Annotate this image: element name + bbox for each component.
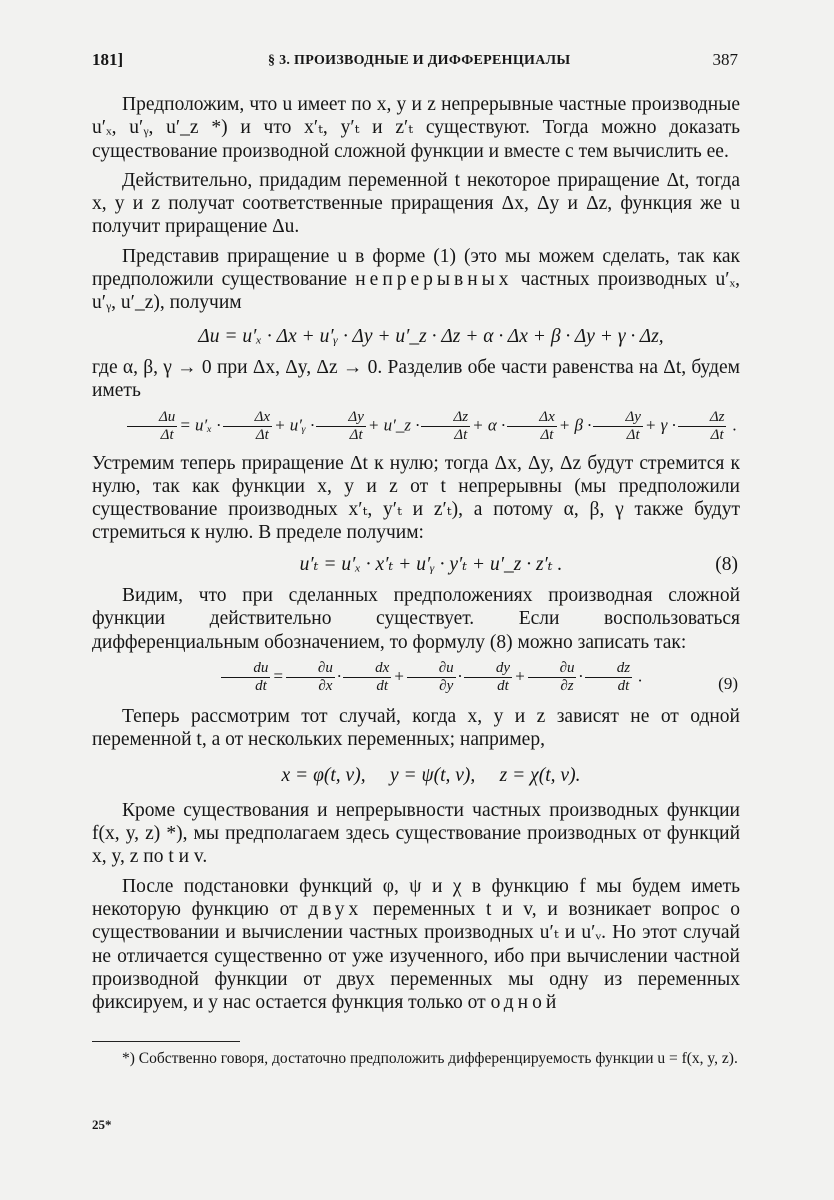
formula-8: u′ₜ = u′ₓ · x′ₜ + u′ᵧ · y′ₜ + u′_z · z′ₜ . (8) [299,553,738,575]
fraction: $\frac{dz}{dt}$ [585,660,632,695]
formula-divided: $\frac{\Delta u}{\Delta t}$ = u′ₓ · $\frac{\Delta x}{\Delta t}$ + u′ᵧ · $\frac{\Delta y}{\Delta t}$ + u′_z · $\frac{\Delta z}{\Delta t}$ + α · $\frac{\Delta x}{\Delta t}$ + β · $\frac{\Delta y}{\Delta t}$ + γ · $\frac{\Delta z}{\Delta t}$ . [92,409,740,444]
fraction: $\frac{\partial u}{\partial y}$ [407,660,456,695]
footnote [92,1049,740,1068]
fraction: $\frac{\Delta z}{\Delta t}$ [678,409,727,444]
fraction: $\frac{\Delta z}{\Delta t}$ [421,409,470,444]
main-text [92,93,740,1015]
fraction: $\frac{\Delta y}{\Delta t}$ [593,409,642,444]
paragraph: Действительно, придадим переменной t некоторое приращение Δt, тогда x, y и z получат соответственные приращения Δx, Δy и Δz, функция же u получит приращение Δu. [92,169,740,238]
paragraph: После подстановки функций φ, ψ и χ в функцию f мы будем иметь некоторую функцию от двух переменных t и v, и возникает вопрос о существовании и вычислении частных производных u′ₜ и u′ᵥ. Но этот случай не отличается существенно от уже изученного, ибо при вычислении частной производной функции от двух переменных мы одну из переменных фиксируем, и у нас остается функция только от одной [92,875,741,1014]
paragraph: Предположим, что u имеет по x, y и z непрерывные частные производные u′ₓ, u′ᵧ, u′_z *) и что x′ₜ, y′ₜ и z′ₜ существуют. Тогда можно доказать существование производной сложной функции и вместе с тем вычислить ее. [92,94,740,162]
signature-mark: 25* [92,1117,112,1132]
formula-substitution: x = φ(t, v), y = ψ(t, v), z = χ(t, v). [281,764,581,786]
header-section-marker: 181] [92,50,124,69]
paragraph: Кроме существования и непрерывности частных производных функции f(x, y, z) *), мы предполагаем здесь существование производных от функций x, y, z по t и v. [92,799,740,868]
spaced-word: двух [308,899,363,921]
fraction: $\frac{dy}{dt}$ [464,660,512,695]
spaced-word: одной [490,992,561,1014]
paragraph: Устремим теперь приращение Δt к нулю; тогда Δx, Δy, Δz будут стремится к нулю, так как функции x, y и z от t непрерывны (мы предположили существование производных x′ₜ, y′ₜ и z′ₜ), а потому α, β, γ также будут стремиться к нулю. В пределе получим: [92,452,740,544]
paragraph: Видим, что при сделанных предположениях производная сложной функции действительно существует. Если воспользоваться дифференциальным обозначением, то формулу (8) можно записать так: [92,585,740,653]
fraction: $\frac{dx}{dt}$ [343,660,391,695]
paragraph: Представив приращение u в форме (1) (это мы можем сделать, так как предположили существование непрерывных частных производных u′ₓ, u′ᵧ, u′_z), получим [92,245,740,314]
header-page-number: 387 [712,50,738,69]
equation-number: (9) [718,673,738,693]
footnote-divider [92,1041,240,1042]
equation-number: (8) [715,553,738,575]
formula-increment: Δu = u′ₓ · Δx + u′ᵧ · Δy + u′_z · Δz + α · Δx + β · Δy + γ · Δz, [198,325,664,347]
fraction: $\frac{\Delta y}{\Delta t}$ [316,409,365,444]
paragraph: Теперь рассмотрим тот случай, когда x, y и z зависят не от одной переменной t, а от нескольких переменных; например, [92,705,740,751]
footnote-text: *) Собственно говоря, достаточно предположить дифференцируемость функции u = f(x, y, z). [122,1050,738,1067]
fraction: $\frac{du}{dt}$ [221,660,270,695]
header-section-title: § 3. ПРОИЗВОДНЫЕ И ДИФФЕРЕНЦИАЛЫ [268,53,571,68]
formula-9: $\frac{du}{dt}$ = $\frac{\partial u}{\partial x}$ · $\frac{dx}{dt}$ + $\frac{\partial u}{\partial y}$ · $\frac{dy}{dt}$ + $\frac{\partial u}{\partial z}$ · $\frac{dz}{dt}$ . (9) [92,660,740,695]
fraction: $\frac{\Delta x}{\Delta t}$ [507,409,556,444]
spaced-word: непрерывных [355,269,513,291]
paragraph: где α, β, γ → 0 при Δx, Δy, Δz → 0. Разделив обе части равенства на Δt, будем иметь [92,356,740,402]
fraction: $\frac{\partial u}{\partial x}$ [286,660,335,695]
fraction: $\frac{\Delta x}{\Delta t}$ [223,409,272,444]
fraction: $\frac{\partial u}{\partial z}$ [528,660,577,695]
fraction: $\frac{\Delta u}{\Delta t}$ [127,409,177,444]
